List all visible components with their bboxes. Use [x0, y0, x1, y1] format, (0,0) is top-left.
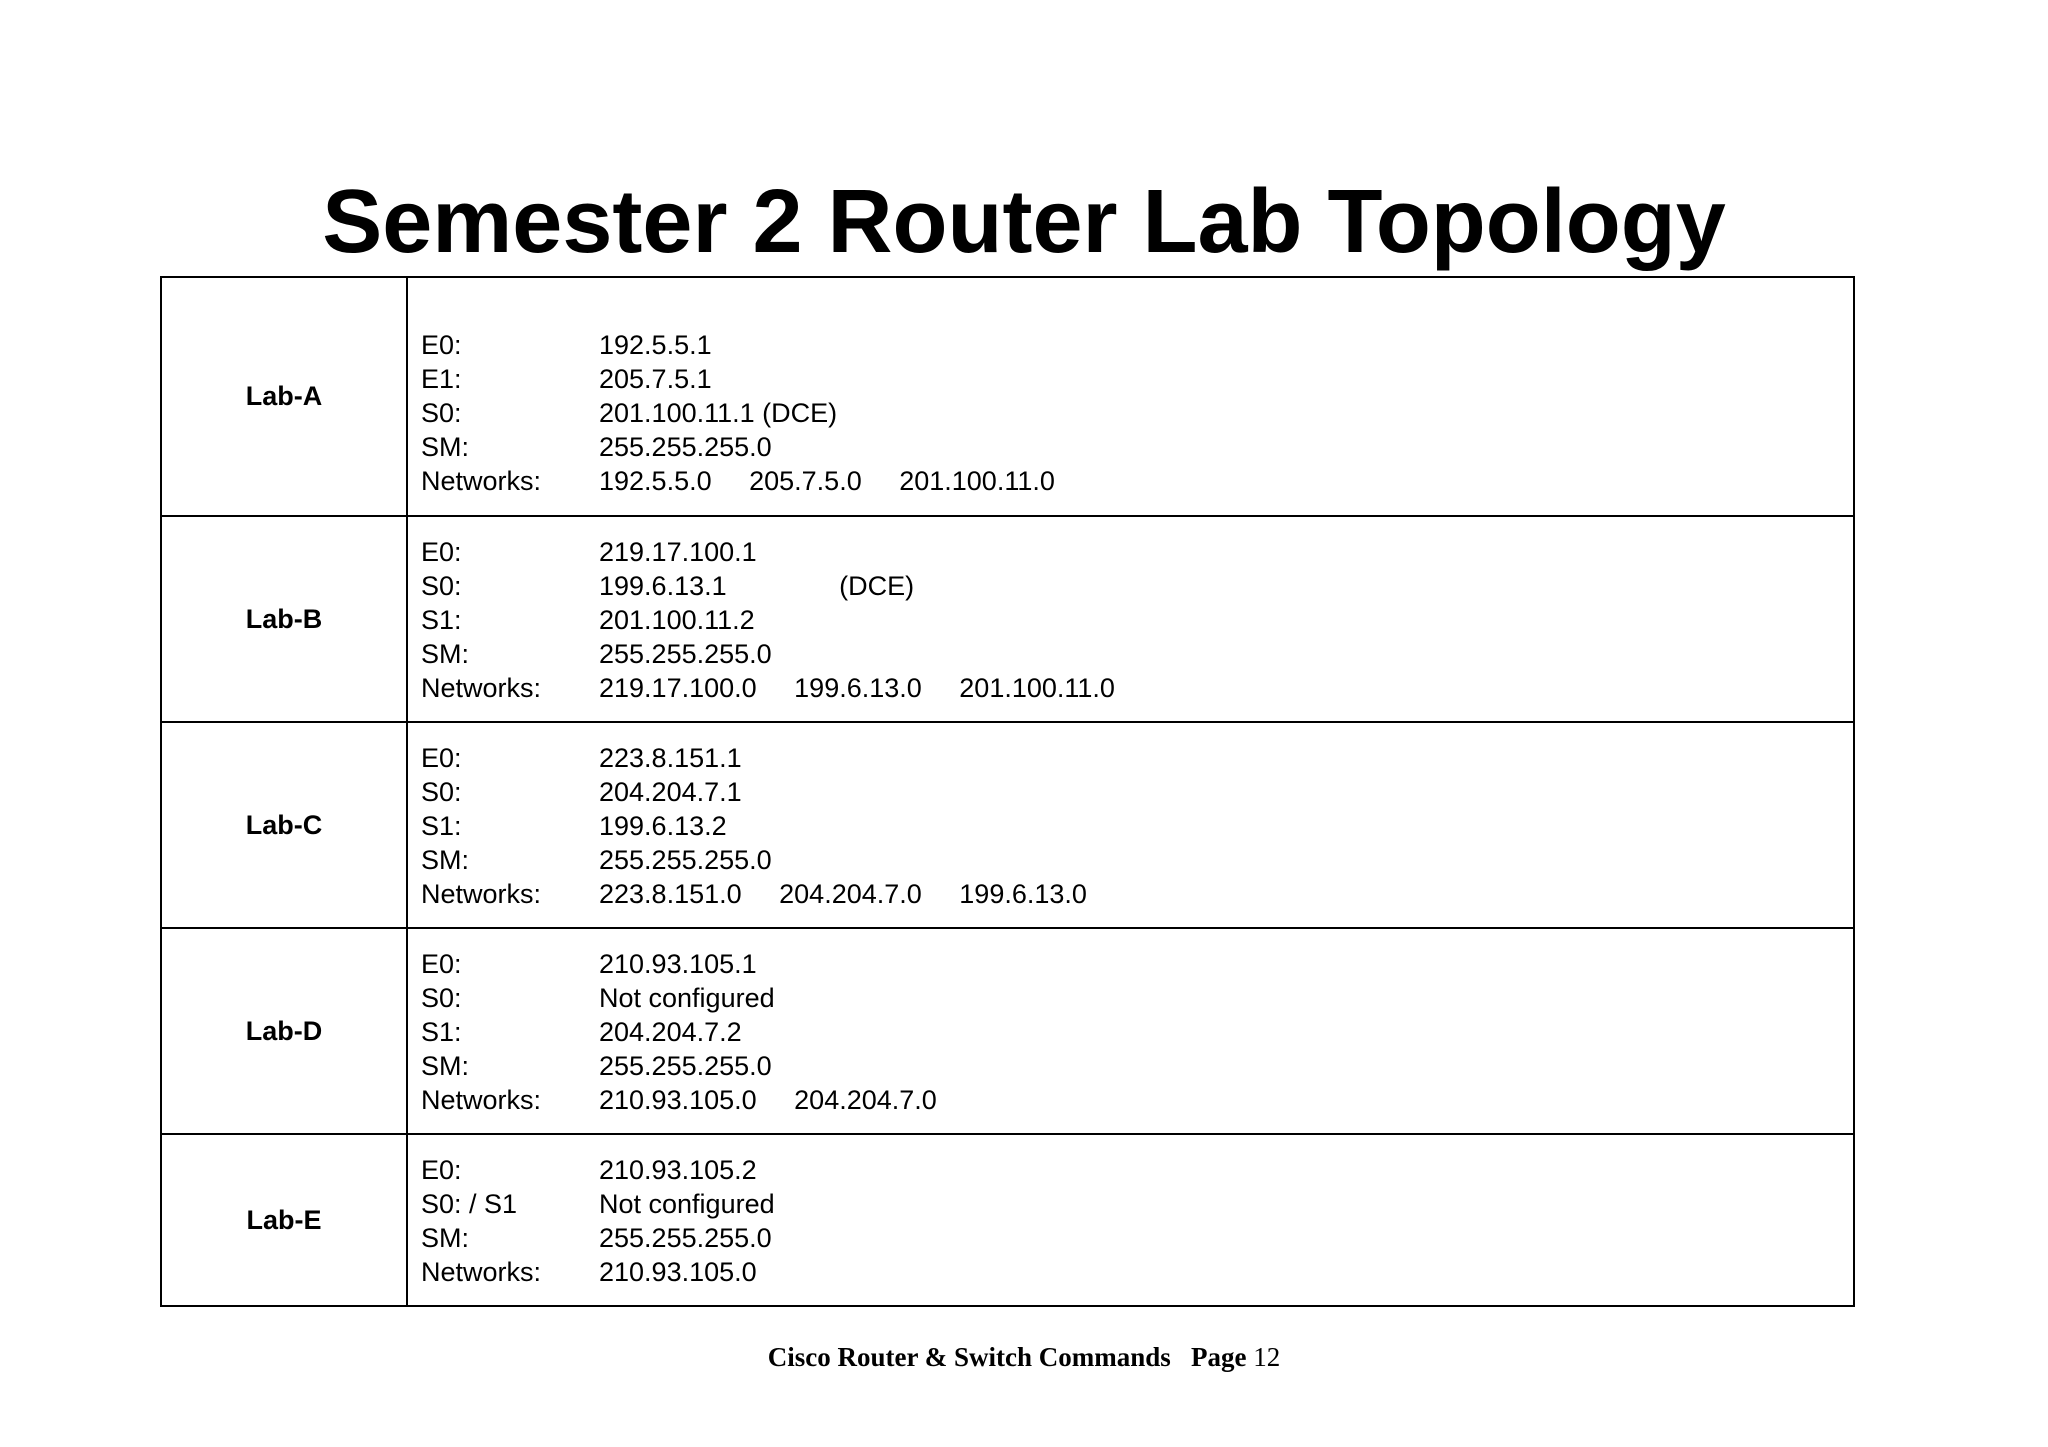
config-value: 255.255.255.0 [599, 845, 772, 875]
config-label: E0: [421, 743, 462, 773]
config-value: 204.204.7.2 [599, 1017, 742, 1047]
config-value: 199.6.13.1 (DCE) [599, 571, 915, 601]
config-label: Networks: [421, 879, 542, 909]
config-line [421, 1015, 1853, 1049]
config-value: 192.5.5.1 [599, 329, 712, 360]
lab-name: Lab-D [245, 1015, 323, 1046]
config-line [421, 741, 1853, 775]
config-value: 219.17.100.0 199.6.13.0 201.100.11.0 [599, 673, 1115, 703]
config-line [421, 877, 1853, 911]
config-label: SM: [421, 1051, 470, 1081]
config-line [421, 637, 1853, 671]
config-value: 192.5.5.0 205.7.5.0 201.100.11.0 [599, 465, 1055, 496]
config-value: 210.93.105.0 204.204.7.0 [599, 1085, 937, 1115]
config-label: Networks: [421, 465, 542, 496]
footer-title: Cisco Router & Switch Commands [767, 1342, 1171, 1372]
config-value: 255.255.255.0 [599, 1051, 772, 1081]
lab-row [161, 722, 1854, 928]
config-line [421, 1049, 1853, 1083]
config-line [421, 1153, 1853, 1187]
config-label: S0: [421, 571, 462, 601]
config-label: SM: [421, 431, 470, 462]
config-value: 210.93.105.1 [599, 949, 757, 979]
config-line [421, 1083, 1853, 1117]
config-label: E1: [421, 363, 462, 394]
config-line [421, 1187, 1853, 1221]
config-label: Networks: [421, 673, 542, 703]
lab-name-cell [161, 277, 407, 516]
page-title: Semester 2 Router Lab Topology [322, 172, 1726, 272]
lab-name-cell [161, 1134, 407, 1306]
config-line [421, 328, 1853, 362]
config-line [421, 981, 1853, 1015]
config-value: 255.255.255.0 [599, 1223, 772, 1253]
lab-name: Lab-B [245, 603, 323, 634]
lab-name-cell [161, 722, 407, 928]
lab-details-cell [407, 516, 1854, 722]
config-value: 219.17.100.1 [599, 537, 757, 567]
config-line [421, 603, 1853, 637]
config-line [421, 1221, 1853, 1255]
config-line [421, 464, 1853, 498]
lab-name: Lab-C [245, 809, 323, 840]
config-line [421, 1255, 1853, 1289]
config-line [421, 947, 1853, 981]
config-label: E0: [421, 329, 462, 360]
config-line [421, 671, 1853, 705]
config-label: E0: [421, 949, 462, 979]
config-value: 210.93.105.0 [599, 1257, 757, 1287]
config-label: S1: [421, 811, 462, 841]
lab-row [161, 1134, 1854, 1306]
config-line [421, 396, 1853, 430]
config-line [421, 809, 1853, 843]
config-label: S1: [421, 1017, 462, 1047]
config-value: 204.204.7.1 [599, 777, 742, 807]
lab-name-cell [161, 516, 407, 722]
config-line [421, 535, 1853, 569]
lab-name: Lab-E [246, 1204, 322, 1235]
config-value: 223.8.151.0 204.204.7.0 199.6.13.0 [599, 879, 1087, 909]
config-label: Networks: [421, 1085, 542, 1115]
config-label: S0: / S1 [421, 1189, 518, 1219]
config-value: 205.7.5.1 [599, 363, 712, 394]
config-line [421, 775, 1853, 809]
footer-page-label: Page [1191, 1342, 1247, 1372]
lab-details-cell [407, 928, 1854, 1134]
config-label: E0: [421, 537, 462, 567]
lab-row [161, 516, 1854, 722]
config-label: SM: [421, 1223, 470, 1253]
config-line [421, 430, 1853, 464]
config-value: Not configured [599, 983, 775, 1013]
lab-row [161, 928, 1854, 1134]
config-value: 223.8.151.1 [599, 743, 742, 773]
config-label: S0: [421, 397, 462, 428]
config-label: E0: [421, 1155, 462, 1185]
config-label: SM: [421, 639, 470, 669]
lab-topology-table [160, 276, 1855, 1307]
config-label: S1: [421, 605, 462, 635]
config-line [421, 362, 1853, 396]
config-value: 255.255.255.0 [599, 431, 772, 462]
config-value: 210.93.105.2 [599, 1155, 757, 1185]
lab-row [161, 277, 1854, 516]
config-value: 199.6.13.2 [599, 811, 727, 841]
lab-details-cell [407, 1134, 1854, 1306]
config-value: 201.100.11.2 [599, 605, 755, 635]
lab-details-cell [407, 277, 1854, 516]
config-line [421, 569, 1853, 603]
config-value: Not configured [599, 1189, 775, 1219]
config-value: 255.255.255.0 [599, 639, 772, 669]
page-footer [0, 1340, 2048, 1374]
footer-page-number: 12 [1253, 1342, 1281, 1372]
config-label: S0: [421, 777, 462, 807]
config-label: SM: [421, 845, 470, 875]
config-line [421, 843, 1853, 877]
config-label: S0: [421, 983, 462, 1013]
config-value: 201.100.11.1 (DCE) [599, 397, 838, 428]
lab-details-cell [407, 722, 1854, 928]
lab-name: Lab-A [245, 381, 323, 411]
lab-name-cell [161, 928, 407, 1134]
config-label: Networks: [421, 1257, 542, 1287]
